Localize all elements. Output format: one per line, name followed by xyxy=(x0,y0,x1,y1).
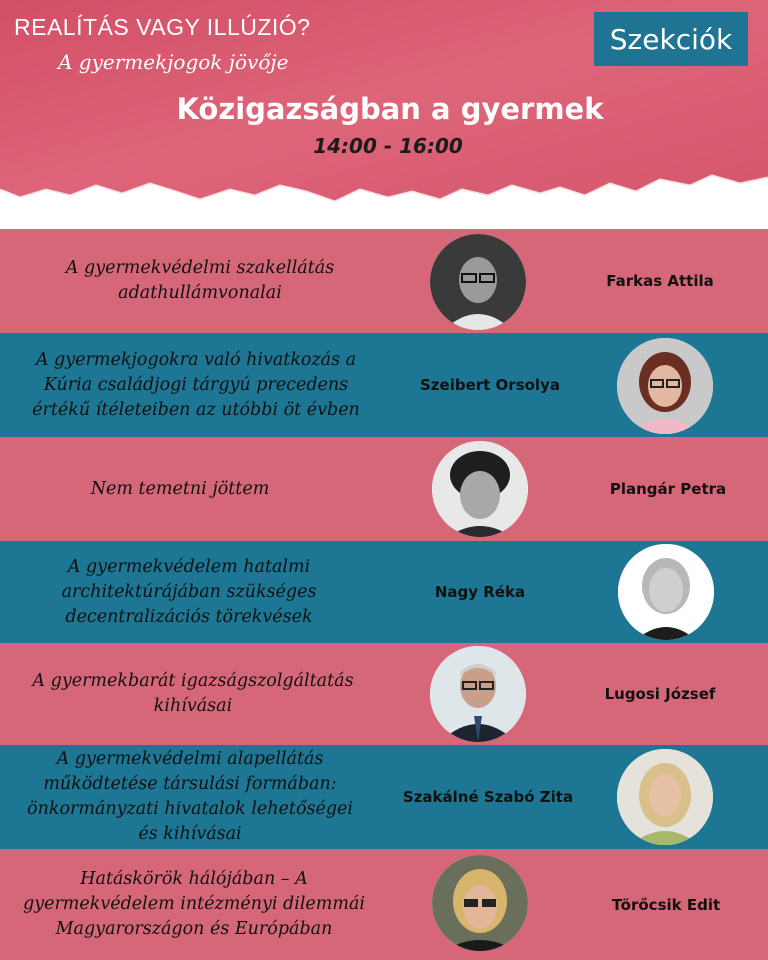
talk-title-line: Magyarországon és Európában xyxy=(55,919,333,939)
talk-title-line: gyermekvédelem intézményi dilemmái xyxy=(23,894,365,914)
speaker-name: Farkas Attila xyxy=(606,272,714,290)
talk-title xyxy=(0,333,392,437)
talk-title-line: önkormányzati hivatalok lehetőségei xyxy=(27,799,353,819)
talk-title-line: és kihívásai xyxy=(138,824,242,844)
talk-title-line: adathullámvonalai xyxy=(118,283,282,303)
speaker-photo xyxy=(432,441,528,537)
talk-title xyxy=(0,229,400,333)
talk-title-line: A gyermekvédelem hatalmi xyxy=(67,556,311,577)
talk-title-line: A gyermekvédelmi alapellátás xyxy=(56,749,324,769)
program-row xyxy=(0,643,768,745)
speaker-name: Nagy Réka xyxy=(434,583,526,601)
speaker-photo xyxy=(617,338,713,434)
speaker-photo xyxy=(432,855,528,951)
speaker-name: Törőcsik Edit xyxy=(611,895,721,914)
speaker-photo xyxy=(618,544,714,640)
sections-badge: Szekciók xyxy=(594,12,748,66)
speaker-name: Szeibert Orsolya xyxy=(420,376,560,394)
talk-title-line: értékű ítéleteiben az utóbbi öt évben xyxy=(32,399,360,420)
session-time: 14:00 - 16:00 xyxy=(313,134,463,158)
talk-title-line: működtetése társulási formában: xyxy=(43,774,337,794)
speaker-photo xyxy=(617,749,713,845)
talk-title xyxy=(0,643,386,745)
event-brand-title: REALÍTÁS VAGY ILLÚZIÓ? xyxy=(14,14,311,40)
talk-title xyxy=(0,541,378,643)
program-row xyxy=(0,541,768,643)
program-row xyxy=(0,229,768,333)
speaker-name: Szakálné Szabó Zita xyxy=(402,788,574,806)
talk-title-line: Hatáskörök hálójában – A xyxy=(80,869,308,889)
speaker-photo xyxy=(430,646,526,742)
talk-title-line: A gyermekjogokra való hivatkozás a xyxy=(35,349,357,370)
talk-title xyxy=(0,745,380,849)
talk-title-line: Kúria családjogi tárgyú precedens xyxy=(43,374,349,395)
talk-title-line: decentralizációs törekvések xyxy=(65,606,313,627)
talk-title-line: A gyermekvédelmi szakellátás xyxy=(65,258,335,278)
header-banner xyxy=(0,0,768,230)
talk-title-line: A gyermekbarát igazságszolgáltatás xyxy=(32,671,354,691)
section-title: Közigazságban a gyermek xyxy=(176,92,604,126)
program-row xyxy=(0,437,768,541)
talk-title-line: architektúrájában szükséges xyxy=(61,581,317,602)
program-row xyxy=(0,333,768,437)
program-row xyxy=(0,849,768,960)
speaker-photo xyxy=(430,234,526,330)
talk-title-line: Nem temetni jöttem xyxy=(90,478,270,499)
talk-title xyxy=(0,849,388,960)
talk-title xyxy=(0,437,360,541)
talk-title-line: kihívásai xyxy=(153,696,233,716)
speaker-name: Lugosi József xyxy=(604,685,716,703)
speaker-name: Plangár Petra xyxy=(609,480,727,498)
program-row xyxy=(0,745,768,849)
event-brand-subtitle: A gyermekjogok jövője xyxy=(58,50,289,74)
